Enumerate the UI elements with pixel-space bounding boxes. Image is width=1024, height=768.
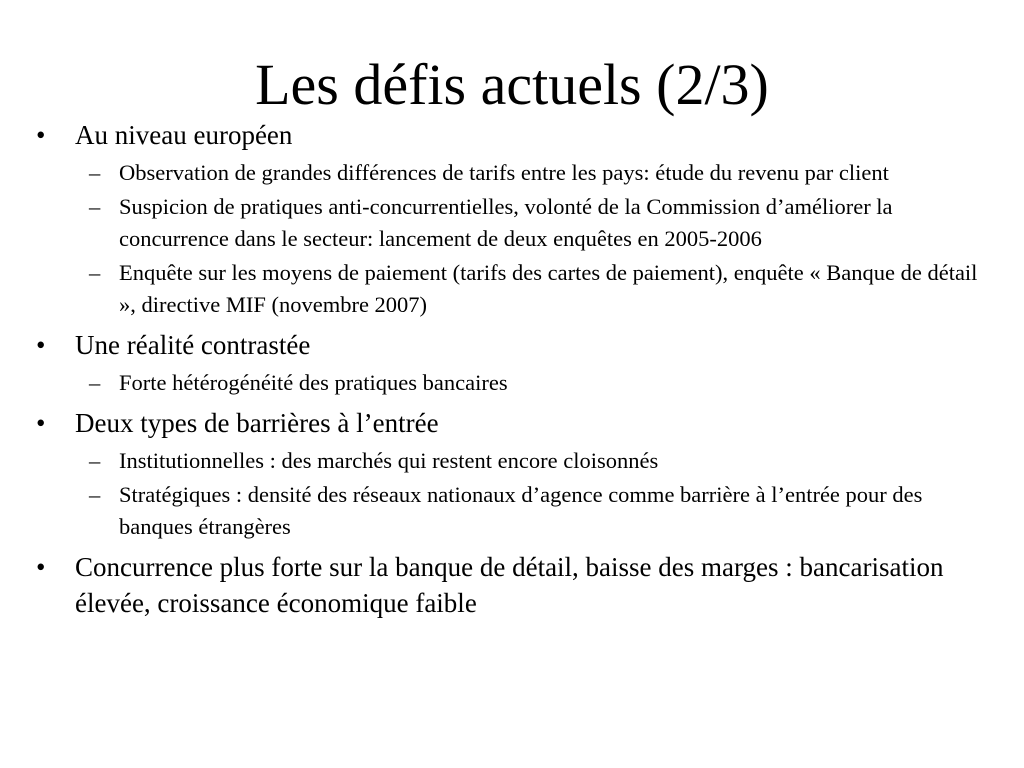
bullet-item [36, 405, 986, 543]
bullet-icon: • [36, 408, 46, 438]
sub-item-text: Stratégiques : densité des réseaux nationaux d’agence comme barrière à l’entrée pour des banques étrangères [119, 482, 923, 539]
sub-item [75, 157, 986, 189]
dash-icon: – [89, 194, 101, 219]
sub-item-text: Suspicion de pratiques anti-concurrentielles, volonté de la Commission d’améliorer la concurrence dans le secteur: lancement de deux enquêtes en 2005-2006 [119, 194, 893, 251]
sub-item [75, 445, 986, 477]
sub-item-text: Observation de grandes différences de tarifs entre les pays: étude du revenu par client [119, 160, 889, 185]
sub-list [75, 367, 986, 399]
sub-item [75, 479, 986, 543]
bullet-list [36, 117, 986, 621]
sub-item [75, 367, 986, 399]
dash-icon: – [89, 482, 101, 507]
sub-list [75, 157, 986, 321]
bullet-item [36, 549, 986, 621]
bullet-text: Au niveau européen [75, 120, 293, 150]
sub-list [75, 445, 986, 543]
bullet-text: Deux types de barrières à l’entrée [75, 408, 439, 438]
sub-item-text: Forte hétérogénéité des pratiques bancaires [119, 370, 508, 395]
slide-title: Les défis actuels (2/3) [255, 52, 769, 117]
dash-icon: – [89, 160, 101, 185]
dash-icon: – [89, 370, 101, 395]
sub-item [75, 191, 986, 255]
bullet-text: Une réalité contrastée [75, 330, 311, 360]
bullet-icon: • [36, 120, 46, 150]
bullet-icon: • [36, 330, 46, 360]
bullet-icon: • [36, 552, 46, 582]
bullet-text: Concurrence plus forte sur la banque de détail, baisse des marges : bancarisation élevée, croissance économique faible [75, 552, 944, 618]
sub-item [75, 257, 986, 321]
sub-item-text: Enquête sur les moyens de paiement (tarifs des cartes de paiement), enquête « Banque de détail », directive MIF (novembre 2007) [119, 260, 978, 317]
dash-icon: – [89, 260, 101, 285]
dash-icon: – [89, 448, 101, 473]
bullet-item [36, 117, 986, 321]
sub-item-text: Institutionnelles : des marchés qui restent encore cloisonnés [119, 448, 659, 473]
bullet-item [36, 327, 986, 399]
